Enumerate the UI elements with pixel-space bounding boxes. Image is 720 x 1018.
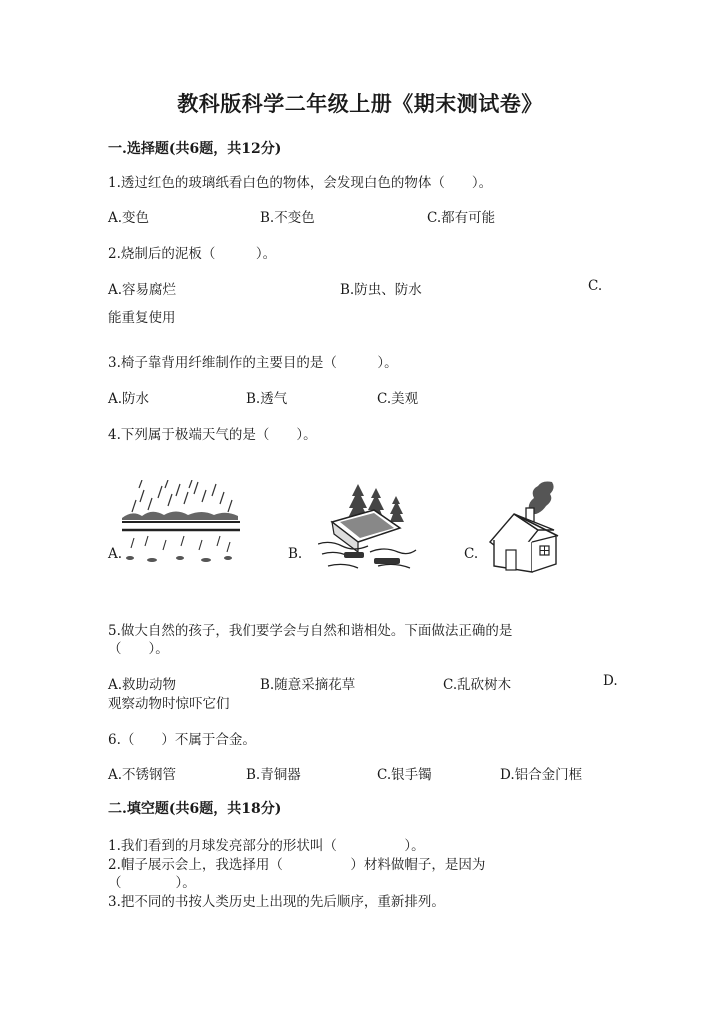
question-3: 3.椅子靠背用纤维制作的主要目的是（ ）。 <box>108 355 398 371</box>
page-title: 教科版科学二年级上册《期末测试卷》 <box>177 91 543 116</box>
q6-option-b: B.青铜器 <box>246 767 301 783</box>
q4-option-a: A. <box>108 546 123 562</box>
q6-option-d: D.铝合金门框 <box>500 767 583 783</box>
flood-house-icon <box>318 482 418 577</box>
question-5-cont: （ ）。 <box>108 641 169 657</box>
q3-option-c: C.美观 <box>377 391 419 407</box>
q2-option-b: B.防虫、防水 <box>340 282 422 298</box>
q4-option-c: C. <box>464 546 479 562</box>
q4-option-b: B. <box>288 546 303 562</box>
section-heading-choice: 一.选择题(共6题，共12分) <box>108 141 282 157</box>
fill-question-2-cont: （ ）。 <box>108 875 196 891</box>
fill-question-2: 2.帽子展示会上，我选择用（ ）材料做帽子，是因为 <box>108 857 486 873</box>
q5-option-d-text: 观察动物时惊吓它们 <box>108 696 230 712</box>
heavy-rain-icon <box>122 480 242 580</box>
q5-option-b: B.随意采摘花草 <box>260 677 356 693</box>
question-1: 1.透过红色的玻璃纸看白色的物体，会发现白色的物体（ ）。 <box>108 175 493 191</box>
q5-option-c: C.乱砍树木 <box>443 677 512 693</box>
q6-option-c: C.银手镯 <box>377 767 432 783</box>
q1-option-a: A.变色 <box>108 210 150 226</box>
question-5: 5.做大自然的孩子，我们要学会与自然和谐相处。下面做法正确的是 <box>108 623 513 639</box>
q1-option-c: C.都有可能 <box>427 210 496 226</box>
q3-option-a: A.防水 <box>108 391 150 407</box>
question-6: 6.（ ）不属于合金。 <box>108 732 256 748</box>
q2-option-a: A.容易腐烂 <box>108 282 177 298</box>
q5-option-a: A.救助动物 <box>108 677 177 693</box>
fill-question-3: 3.把不同的书按人类历史上出现的先后顺序，重新排列。 <box>108 894 445 910</box>
q1-option-b: B.不变色 <box>260 210 315 226</box>
section-heading-fill: 二.填空题(共6题，共18分) <box>108 801 282 817</box>
q3-option-b: B.透气 <box>246 391 288 407</box>
q2-option-c-text: 能重复使用 <box>108 310 176 326</box>
q5-option-d: D. <box>603 673 618 689</box>
question-2: 2.烧制后的泥板（ ）。 <box>108 246 277 262</box>
q6-option-a: A.不锈钢管 <box>108 767 177 783</box>
q2-option-c: C. <box>588 278 603 294</box>
question-4: 4.下列属于极端天气的是（ ）。 <box>108 427 317 443</box>
fill-question-1: 1.我们看到的月球发亮部分的形状叫（ ）。 <box>108 838 425 854</box>
house-smoke-icon <box>486 478 566 573</box>
